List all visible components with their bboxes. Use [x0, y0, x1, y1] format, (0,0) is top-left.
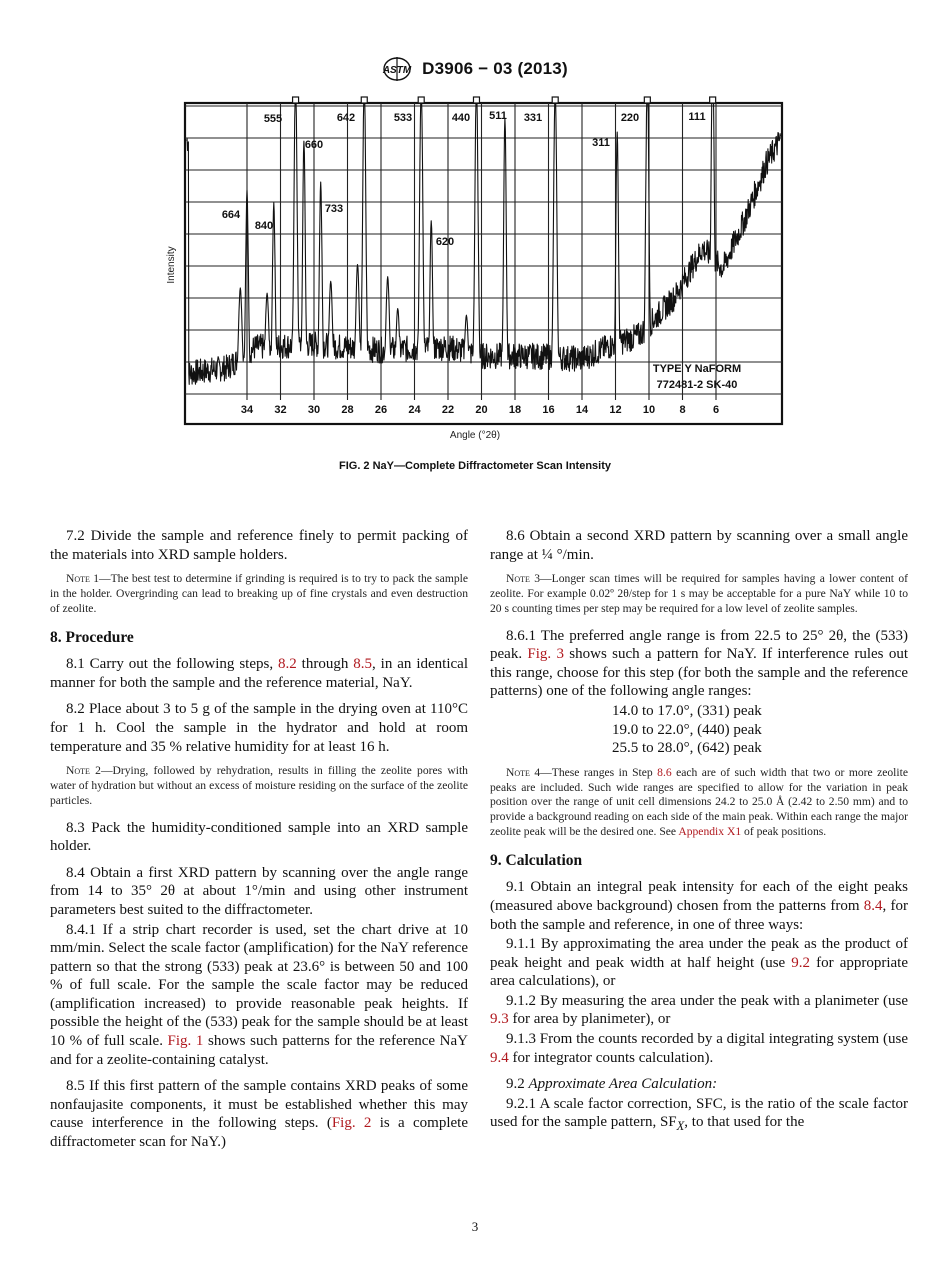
peak-label-555: 555 [263, 113, 283, 125]
angle-range-440: 19.0 to 22.0°, (440) peak [612, 721, 762, 738]
peak-label-733: 733 [324, 203, 344, 215]
link-9-3[interactable]: 9.3 [490, 1011, 509, 1028]
offscale-peak-marker [710, 97, 716, 103]
peak-label-511: 511 [489, 110, 507, 122]
angle-range-642: 25.5 to 28.0°, (642) peak [612, 740, 762, 757]
section-8-6: 8.6 Obtain a second XRD pattern by scanning over a small angle range at ¼ °/min. [490, 528, 908, 563]
section-9-1: 9.1 Obtain an integral peak intensity for each of the eight peaks (measured above background) chosen from the patterns from 8.4, for both the sample and reference, in one of three ways: [490, 879, 908, 933]
page-number: 3 [471, 1219, 479, 1234]
peak-label-331: 331 [523, 112, 543, 124]
section-8-4-1: 8.4.1 If a strip chart recorder is used, set the chart drive at 10 mm/min. Select the scale factor (amplification) for the NaY reference pattern so that the strong (533) peak at 23.6° is between 50 and 100 % of full scale. For the sample the scale factor may be reduced (amplification increased) to provide reasonable peak heights. If possible the height of the (533) peak for the sample should be at least 10 % of full scale. Fig. 1 shows such patterns for the reference NaY and for a zeolite-containing catalyst. [50, 921, 468, 1068]
offscale-peak-marker [361, 97, 367, 103]
peak-label-311: 311 [592, 137, 610, 149]
heading-procedure: 8. Procedure [50, 628, 134, 646]
x-tick-label: 30 [307, 404, 321, 416]
annotation-type: TYPE Y NaFORM [652, 363, 742, 375]
section-7-2: 7.2 Divide the sample and reference finely to permit packing of the materials into XRD sample holders. [50, 528, 468, 563]
section-9-2-1: 9.2.1 A scale factor correction, SFC, is the ratio of the scale factor used for the sample pattern, $SF_X$, to that used for the [490, 1095, 908, 1134]
svg-text:ASTM: ASTM [383, 65, 412, 76]
x-tick-label: 22 [441, 404, 455, 416]
peak-label-660: 660 [304, 139, 324, 151]
peak-label-664: 664 [221, 209, 241, 221]
xrd-chart [160, 96, 800, 446]
peak-label-620: 620 [435, 236, 455, 248]
x-tick-label: 32 [274, 404, 287, 416]
link-appendix-x1[interactable]: Appendix X1 [678, 824, 742, 838]
peak-label-111: 111 [688, 111, 706, 123]
standard-designation: D3906 − 03 (2013) [422, 59, 568, 78]
offscale-peak-marker [552, 97, 558, 103]
note-3: Note 3—Longer scan times will be required for samples having a lower content of zeolite. For example 0.02º 2θ/step for 1 s may be acceptable for a pure NaY while 10 to 20 s counting times per step may be required for a low level of zeolite samples. [490, 572, 908, 615]
y-axis-title: Intensity [166, 246, 177, 284]
offscale-peak-marker [418, 97, 424, 103]
link-8-2[interactable]: 8.2 [278, 656, 297, 673]
link-8-5[interactable]: 8.5 [353, 656, 373, 673]
offscale-peak-marker [473, 97, 479, 103]
left-column [50, 527, 468, 1160]
link-9-2[interactable]: 9.2 [791, 954, 811, 971]
x-tick-label: 34 [240, 404, 254, 416]
x-tick-label: 8 [679, 404, 686, 416]
figure-caption: FIG. 2 NaY—Complete Diffractometer Scan Intensity [338, 460, 611, 472]
x-tick-label: 24 [408, 404, 421, 416]
link-9-4[interactable]: 9.4 [490, 1049, 509, 1066]
link-8-4[interactable]: 8.4 [863, 897, 883, 914]
section-8-2: 8.2 Place about 3 to 5 g of the sample in the drying oven at 110°C for 1 h. Cool the sample in the hydrator and hold at room temperature and 35 % relative humidity for at least 16 h. [50, 701, 468, 755]
x-axis-title: Angle (°2θ) [449, 430, 501, 441]
document-header [0, 56, 950, 82]
offscale-peak-marker [293, 97, 299, 103]
angle-ranges-list [490, 702, 908, 758]
section-8-6-1: 8.6.1 The preferred angle range is from 22.5 to 25° 2θ, the (533) peak. Fig. 3 shows such a pattern for NaY. If interference rules out this range, choose for this step (for both the sample and the reference patterns) one of the following angle ranges: [490, 627, 908, 700]
section-8-4: 8.4 Obtain a first XRD pattern by scanning over the angle range from 14 to 35° 2θ at about 1°/min and using other instrument parameters best suited to the diffractometer. [50, 864, 468, 918]
angle-range-331: 14.0 to 17.0°, (331) peak [612, 702, 762, 719]
note-4: Note 4—These ranges in Step 8.6 each are of such width that two or more zeolite peaks are included. Such wide ranges are specified to allow for the variation in peak position over the range of unit cell dimensions 24.2 to 25.0 Å (2.42 to 2.50 mm) and to provide a background reading on each side of the main peak. Within each range the major zeolite peak will be the desired one. See Appendix X1 of peak positions. [490, 765, 908, 838]
link-fig-3[interactable]: Fig. 3 [527, 646, 564, 663]
x-tick-label: 14 [575, 404, 589, 416]
x-tick-label: 6 [712, 404, 720, 416]
x-tick-label: 12 [609, 404, 622, 416]
link-fig-2[interactable]: Fig. 2 [331, 1115, 372, 1132]
section-9-1-1: 9.1.1 By approximating the area under the peak as the product of peak height and peak width at half height (use 9.2 for appropriate area calculations), or [490, 936, 908, 990]
link-8-6[interactable]: 8.6 [657, 765, 672, 779]
section-9-1-3: 9.1.3 From the counts recorded by a digital integrating system (use 9.4 for integrator counts calculation). [490, 1031, 908, 1066]
section-9-2-title: Approximate Area Calculation: [528, 1076, 718, 1093]
section-8-5: 8.5 If this first pattern of the sample contains XRD peaks of some nonfaujasite components, it must be established whether this may cause interference in the following steps. (Fig. 2 is a complete diffractometer scan for NaY.) [50, 1078, 468, 1151]
astm-logo-icon [382, 56, 412, 82]
x-tick-label: 16 [542, 404, 555, 416]
x-tick-label: 28 [341, 404, 354, 416]
note-1: Note 1—The best test to determine if grinding is required is to try to pack the sample in the holder. Overgrinding can lead to breaking up of fine crystals and even destruction of zeolite. [50, 572, 468, 615]
peak-label-642: 642 [336, 112, 356, 124]
annotation-sample-id: 772481-2 SK-40 [656, 379, 738, 391]
x-tick-label: 18 [508, 404, 522, 416]
x-tick-label: 10 [642, 404, 656, 416]
offscale-peak-marker [644, 97, 650, 103]
heading-calculation: 9. Calculation [490, 851, 583, 869]
peak-label-533: 533 [393, 112, 413, 124]
section-8-3: 8.3 Pack the humidity-conditioned sample into an XRD sample holder. [50, 819, 468, 855]
section-8-1: 8.1 Carry out the following steps, 8.2 through 8.5, in an identical manner for both the sample and the reference material, NaY. [50, 656, 468, 691]
right-column [490, 527, 908, 1144]
note-2: Note 2—Drying, followed by rehydration, results in filling the zeolite pores with water of hydration but without an excess of moisture residing on the surface of the zeolite particles. [50, 764, 468, 807]
peak-label-840: 840 [254, 220, 274, 232]
x-tick-label: 26 [374, 404, 388, 416]
link-fig-1[interactable]: Fig. 1 [167, 1033, 204, 1050]
peak-label-220: 220 [620, 112, 640, 124]
section-9-1-2: 9.1.2 By measuring the area under the peak with a planimeter (use 9.3 for area by planimeter), or [490, 992, 908, 1028]
peak-label-440: 440 [451, 112, 471, 124]
x-tick-label: 20 [475, 404, 488, 416]
section-9-2: 9.2 Approximate Area Calculation: [506, 1076, 718, 1093]
